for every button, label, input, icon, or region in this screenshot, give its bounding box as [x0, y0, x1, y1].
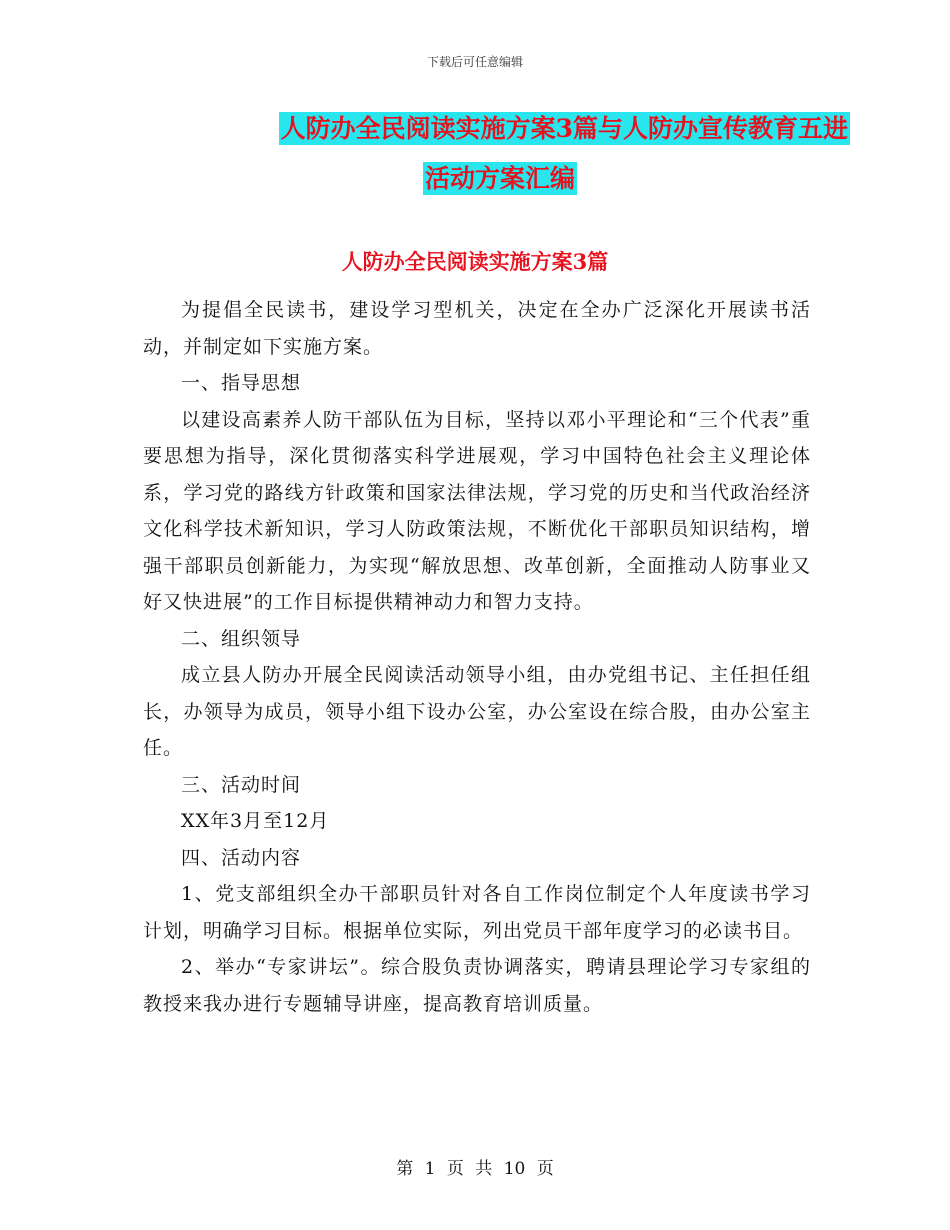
heading-activity-content: 四、活动内容 [181, 846, 302, 869]
heading-guiding-thought: 一、指导思想 [181, 372, 302, 394]
paragraph-content-item-2: 2、举办“专家讲坛”。综合股负责协调落实，聘请县理论学习专家组的教授来我办进行专题辅导讲座，提高教育培训质量。 [143, 956, 811, 1015]
paragraph-activity-time: XX年3月至12月 [181, 810, 330, 832]
title-highlight-1: 人防办全民阅读实施方案3篇与人防办宣传教育五进 [280, 114, 848, 143]
page-header-note: 下载后可任意编辑 [426, 55, 523, 69]
page-number-footer: 第 1 页 共 10 页 [396, 1159, 554, 1179]
heading-organization: 二、组织领导 [181, 627, 302, 650]
paragraph-content-item-1: 1、党支部组织全办干部职员针对各自工作岗位制定个人年度读书学习计划，明确学习目标。根据单位实际，列出党员干部年度学习的必读书目。 [143, 883, 811, 942]
section-title: 人防办全民阅读实施方案3篇 [341, 249, 609, 274]
paragraph-organization: 成立县人防办开展全民阅读活动领导小组，由办党组书记、主任担任组长，办领导为成员，领导小组下设办公室，办公室设在综合股，由办公室主任。 [143, 664, 811, 759]
paragraph-guiding-thought: 以建设高素养人防干部队伍为目标，坚持以邓小平理论和“三个代表”重要思想为指导，深化贯彻落实科学进展观，学习中国特色社会主义理论体系，学习党的路线方针政策和国家法律法规，学习党的历史和当代政治经济文化科学技术新知识，学习人防政策法规，不断优化干部职员知识结构，增强干部职员创新能力，为实现“解放思想、改革创新，全面推动人防事业又好又快进展”的工作目标提供精神动力和智力支持。 [143, 408, 811, 613]
document-title [150, 104, 850, 204]
paragraph-intro: 为提倡全民读书，建设学习型机关，决定在全办广泛深化开展读书活动，并制定如下实施方案。 [143, 299, 811, 358]
document-title-line-2 [150, 154, 850, 204]
document-title-line-1 [150, 104, 850, 154]
document-body [143, 292, 811, 1022]
title-highlight-2: 活动方案汇编 [424, 164, 575, 193]
heading-activity-time: 三、活动时间 [181, 773, 302, 796]
